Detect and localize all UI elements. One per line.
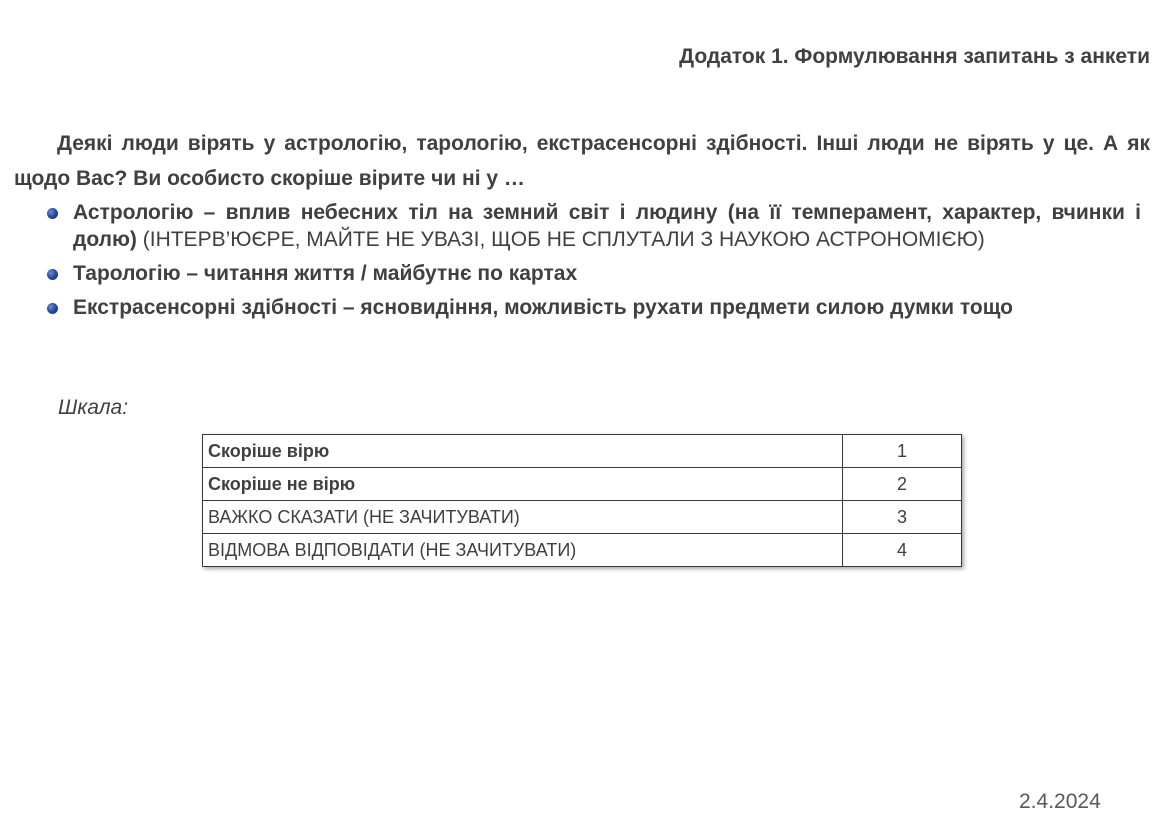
bullet-icon bbox=[47, 269, 58, 280]
scale-option-label: ВІДМОВА ВІДПОВІДАТИ (НЕ ЗАЧИТУВАТИ) bbox=[203, 534, 843, 567]
scale-option-label: ВАЖКО СКАЗАТИ (НЕ ЗАЧИТУВАТИ) bbox=[203, 501, 843, 534]
slide-heading: Додаток 1. Формулювання запитань з анкети bbox=[679, 45, 1150, 68]
question-items-list bbox=[47, 199, 1141, 328]
scale-option-code: 3 bbox=[843, 501, 962, 534]
question-intro: Деякі люди вірять у астрологію, тарологію, екстрасенсорні здібності. Інші люди не вірять у це. А як щодо Вас? Ви особисто скоріше вірите чи ні у … bbox=[14, 132, 1150, 190]
item-bold-text: Астрологію – вплив небесних тіл на земний світ і людину (на її темперамент, характер, вчинки і долю) bbox=[73, 201, 1141, 251]
table-row bbox=[203, 468, 962, 501]
scale-option-label: Скоріше вірю bbox=[203, 435, 843, 468]
slide-date: 2.4.2024 bbox=[1019, 790, 1101, 813]
scale-table bbox=[202, 434, 962, 567]
table-row bbox=[203, 435, 962, 468]
list-item bbox=[47, 260, 1141, 287]
scale-option-code: 1 bbox=[843, 435, 962, 468]
scale-option-code: 4 bbox=[843, 534, 962, 567]
item-bold-text: Екстрасенсорні здібності – ясновидіння, можливість рухати предмети силою думки тощо bbox=[73, 296, 1014, 319]
item-note-text: (ІНТЕРВ’ЮЄРЕ, МАЙТЕ НЕ УВАЗІ, ЩОБ НЕ СПЛУТАЛИ З НАУКОЮ АСТРОНОМІЄЮ) bbox=[136, 228, 985, 251]
list-item bbox=[47, 199, 1141, 253]
bullet-icon bbox=[47, 303, 58, 314]
scale-label: Шкала: bbox=[58, 396, 129, 419]
item-bold-text: Тарологію – читання життя / майбутнє по картах bbox=[73, 262, 578, 285]
scale-option-code: 2 bbox=[843, 468, 962, 501]
table-row bbox=[203, 534, 962, 567]
scale-option-label: Скоріше не вірю bbox=[203, 468, 843, 501]
table-row bbox=[203, 501, 962, 534]
bullet-icon bbox=[47, 208, 58, 219]
list-item bbox=[47, 294, 1141, 321]
